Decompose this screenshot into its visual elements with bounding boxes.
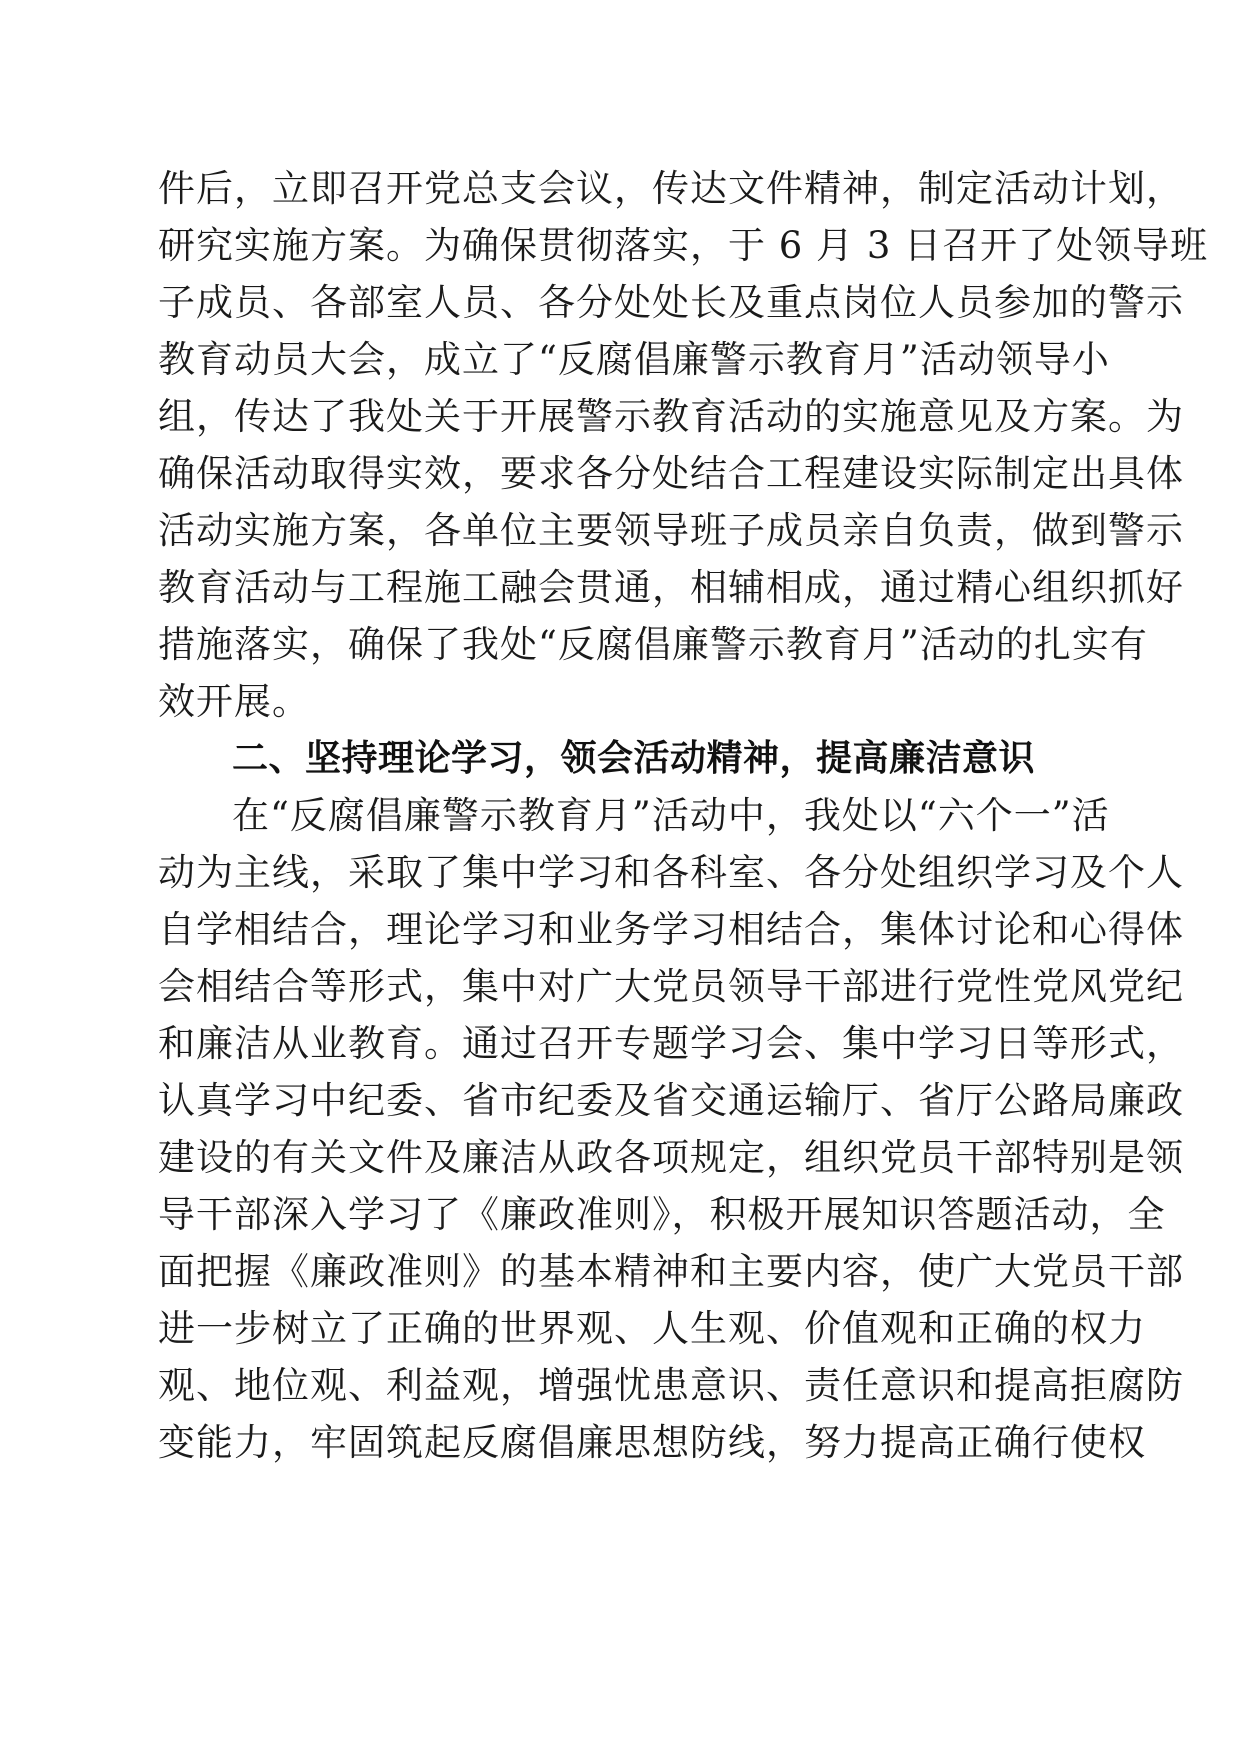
section-heading: 二、坚持理论学习，领会活动精神，提高廉洁意识 [232,738,1036,779]
paragraph-line: 研究实施方案。为确保贯彻落实，于 6 月 3 日召开了处领导班 [158,224,1209,267]
paragraph-line: 观、地位观、利益观，增强忧患意识、责任意识和提高拒腐防 [158,1364,1184,1407]
paragraph-line: 进一步树立了正确的世界观、人生观、价值观和正确的权力 [158,1307,1146,1350]
paragraph-line: 建设的有关文件及廉洁从政各项规定，组织党员干部特别是领 [158,1136,1184,1179]
paragraph-line: 确保活动取得实效，要求各分处结合工程建设实际制定出具体 [158,452,1184,495]
paragraph-line: 动为主线，采取了集中学习和各科室、各分处组织学习及个人 [158,851,1184,894]
paragraph-line: 子成员、各部室人员、各分处处长及重点岗位人员参加的警示 [158,281,1184,324]
paragraph-line: 教育活动与工程施工融会贯通，相辅相成，通过精心组织抓好 [158,566,1184,609]
paragraph-line: 变能力，牢固筑起反腐倡廉思想防线，努力提高正确行使权 [158,1421,1146,1464]
paragraph-line: 效开展。 [158,680,310,723]
paragraph-line: 在“反腐倡廉警示教育月”活动中，我处以“六个一”活 [232,794,1110,837]
paragraph-line: 教育动员大会，成立了“反腐倡廉警示教育月”活动领导小 [158,338,1110,381]
paragraph-line: 措施落实，确保了我处“反腐倡廉警示教育月”活动的扎实有 [158,623,1148,666]
paragraph-line: 件后，立即召开党总支会议，传达文件精神，制定活动计划， [158,167,1184,210]
paragraph-line: 面把握《廉政准则》的基本精神和主要内容，使广大党员干部 [158,1250,1184,1293]
paragraph-line: 活动实施方案，各单位主要领导班子成员亲自负责，做到警示 [158,509,1184,552]
paragraph-line: 组，传达了我处关于开展警示教育活动的实施意见及方案。为 [158,395,1184,438]
paragraph-line: 和廉洁从业教育。通过召开专题学习会、集中学习日等形式， [158,1022,1184,1065]
paragraph-line: 导干部深入学习了《廉政准则》，积极开展知识答题活动，全 [158,1193,1166,1236]
paragraph-line: 自学相结合，理论学习和业务学习相结合，集体讨论和心得体 [158,908,1184,951]
paragraph-line: 认真学习中纪委、省市纪委及省交通运输厅、省厅公路局廉政 [158,1079,1184,1122]
paragraph-line: 会相结合等形式，集中对广大党员领导干部进行党性党风党纪 [158,965,1184,1008]
